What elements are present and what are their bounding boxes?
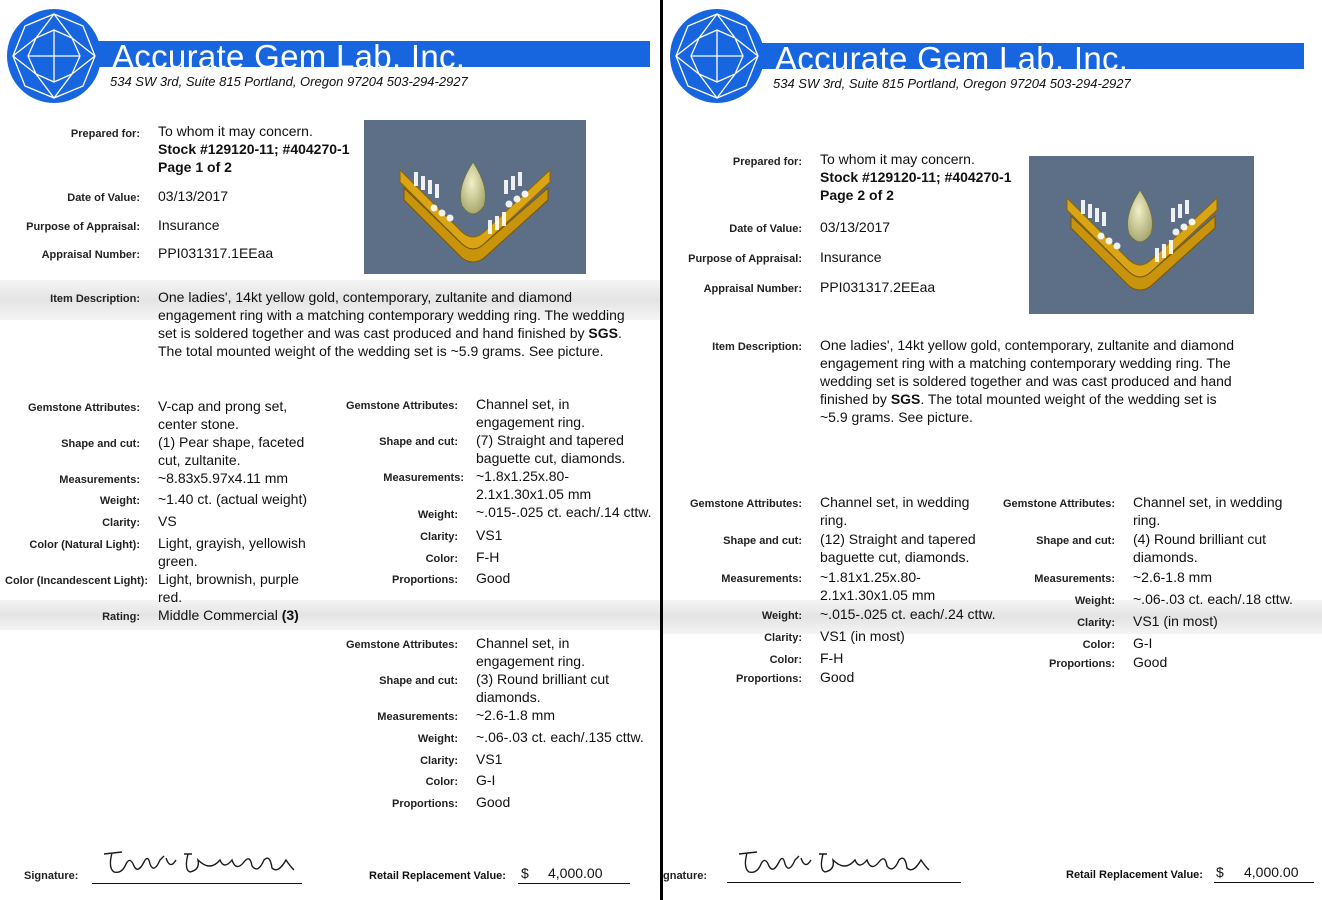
- round-weight: ~.06-.03 ct. each/.135 cttw.: [476, 729, 644, 745]
- proportions-label: Proportions:: [392, 574, 458, 586]
- clarity-label: Clarity:: [1077, 617, 1115, 629]
- center-attributes: V-cap and prong set, center stone.: [158, 398, 288, 432]
- baguette-attributes: Channel set, in wedding ring.: [820, 494, 970, 528]
- prepared-for-value: To whom it may concern.: [820, 151, 975, 167]
- signature-scribble-icon: [735, 846, 935, 882]
- baguette-clarity: VS1: [476, 527, 503, 543]
- signature-label: Signature:: [24, 870, 79, 882]
- round-weight: ~.06-.03 ct. each/.18 cttw.: [1133, 591, 1293, 607]
- center-clarity: VS: [158, 513, 177, 529]
- signature-line: [727, 882, 961, 883]
- weight-label: Weight:: [761, 610, 802, 622]
- retail-value-label: Retail Replacement Value:: [369, 870, 506, 882]
- baguette-color: F-H: [820, 650, 844, 666]
- appraisal-number-label: Appraisal Number:: [41, 249, 140, 261]
- retail-currency: $: [521, 865, 529, 881]
- prepared-for-value: To whom it may concern.: [158, 123, 313, 139]
- date-of-value: 03/13/2017: [820, 219, 891, 235]
- color-label: Color:: [425, 553, 458, 565]
- color-label: Color:: [425, 776, 458, 788]
- lab-name: Accurate Gem Lab, Inc.: [112, 38, 466, 75]
- gem-logo-icon: [4, 6, 104, 106]
- measurements-label: Measurements:: [59, 474, 140, 486]
- color-incandescent-label: Color (Incandescent Light):: [5, 575, 148, 587]
- baguette-proportions: Good: [476, 570, 511, 586]
- baguette-shape: (12) Straight and tapered baguette cut, diamonds.: [820, 531, 976, 565]
- round-shape: (3) Round brilliant cut diamonds.: [476, 671, 610, 705]
- center-weight: ~1.40 ct. (actual weight): [158, 491, 308, 507]
- ring-photo: [364, 120, 586, 274]
- round-attributes: Channel set, in wedding ring.: [1133, 494, 1283, 528]
- gemstone-attributes-label: Gemstone Attributes:: [1002, 498, 1115, 510]
- gem-logo-icon: [667, 6, 767, 106]
- color-label: Color:: [769, 654, 802, 666]
- baguette-weight: ~.015-.025 ct. each/.24 cttw.: [820, 606, 996, 622]
- purpose-label: Purpose of Appraisal:: [688, 253, 802, 265]
- measurements-label: Measurements:: [1034, 573, 1115, 585]
- gemstone-attributes-label: Gemstone Attributes:: [345, 639, 458, 651]
- clarity-label: Clarity:: [764, 632, 802, 644]
- gemstone-attributes-label: Gemstone Attributes:: [27, 402, 140, 414]
- proportions-label: Proportions:: [736, 673, 802, 685]
- weight-label: Weight:: [1074, 595, 1115, 607]
- round-color: G-I: [1133, 635, 1153, 651]
- purpose-value: Insurance: [158, 217, 220, 233]
- appraisal-page-2: [663, 0, 1322, 900]
- center-color-natural: Light, grayish, yellowish green.: [158, 535, 306, 569]
- appraisal-number: PPI031317.2EEaa: [820, 279, 936, 295]
- signature-label: gnature:: [663, 870, 707, 882]
- baguette-measurements: ~1.81x1.25x.80- 2.1x1.30x1.05 mm: [820, 569, 936, 603]
- weight-label: Weight:: [417, 733, 458, 745]
- weight-label: Weight:: [99, 495, 140, 507]
- round-measurements: ~2.6-1.8 mm: [476, 707, 555, 723]
- round-attributes: Channel set, in engagement ring.: [476, 635, 585, 669]
- appraisal-number-label: Appraisal Number:: [703, 283, 802, 295]
- center-rating: Middle Commercial (3): [158, 607, 299, 623]
- baguette-clarity: VS1 (in most): [820, 628, 905, 644]
- page-indicator: Page 1 of 2: [158, 159, 232, 175]
- purpose-value: Insurance: [820, 249, 882, 265]
- stock-number: Stock #129120-11; #404270-1: [158, 141, 350, 157]
- item-description-label: Item Description:: [712, 341, 802, 353]
- item-description: One ladies', 14kt yellow gold, contemporary, zultanite and diamond engagement ring with a matching contemporary wedding ring. The wedding set is soldered together and was cast produced and hand finished by SGS. The total mounted weight of the wedding set is ~5.9 grams. See picture.: [158, 289, 625, 359]
- item-description-label: Item Description:: [50, 293, 140, 305]
- gemstone-attributes-label: Gemstone Attributes:: [689, 498, 802, 510]
- round-proportions: Good: [476, 794, 511, 810]
- baguette-color: F-H: [476, 549, 500, 565]
- retail-value-line: [1214, 882, 1314, 883]
- appraisal-page-1: [0, 0, 660, 900]
- clarity-label: Clarity:: [420, 531, 458, 543]
- round-measurements: ~2.6-1.8 mm: [1133, 569, 1212, 585]
- prepared-for-label: Prepared for:: [70, 128, 140, 140]
- signature-scribble-icon: [100, 846, 300, 882]
- measurements-label: Measurements:: [377, 711, 458, 723]
- clarity-label: Clarity:: [420, 755, 458, 767]
- baguette-proportions: Good: [820, 669, 855, 685]
- date-of-value: 03/13/2017: [158, 188, 229, 204]
- measurements-label: Measurements:: [721, 573, 802, 585]
- color-label: Color:: [1082, 639, 1115, 651]
- round-color: G-I: [476, 772, 496, 788]
- proportions-label: Proportions:: [392, 798, 458, 810]
- center-shape: (1) Pear shape, faceted cut, zultanite.: [158, 434, 305, 468]
- signature-line: [92, 883, 302, 884]
- weight-label: Weight:: [417, 509, 458, 521]
- round-clarity: VS1: [476, 751, 503, 767]
- proportions-label: Proportions:: [1049, 658, 1115, 670]
- retail-value: 4,000.00: [548, 865, 603, 881]
- center-measurements: ~8.83x5.97x4.11 mm: [158, 470, 289, 486]
- center-color-incandescent: Light, brownish, purple red.: [158, 571, 299, 605]
- retail-value: 4,000.00: [1244, 864, 1299, 880]
- item-description: One ladies', 14kt yellow gold, contemporary, zultanite and diamond engagement ring with a matching contemporary wedding ring. The wedding set is soldered together and was cast produced and hand finished by SGS. The total mounted weight of the wedding set is ~5.9 grams. See picture.: [820, 337, 1235, 425]
- shape-cut-label: Shape and cut:: [379, 436, 458, 448]
- page-indicator: Page 2 of 2: [820, 187, 894, 203]
- round-clarity: VS1 (in most): [1133, 613, 1218, 629]
- date-of-value-label: Date of Value:: [729, 223, 802, 235]
- lab-address: 534 SW 3rd, Suite 815 Portland, Oregon 97204 503-294-2927: [773, 76, 1131, 91]
- scan-shadow-band: [0, 600, 660, 630]
- retail-value-label: Retail Replacement Value:: [1066, 869, 1203, 881]
- retail-currency: $: [1216, 864, 1224, 880]
- lab-address: 534 SW 3rd, Suite 815 Portland, Oregon 97204 503-294-2927: [110, 74, 468, 89]
- shape-cut-label: Shape and cut:: [723, 535, 802, 547]
- clarity-label: Clarity:: [102, 517, 140, 529]
- shape-cut-label: Shape and cut:: [61, 438, 140, 450]
- purpose-label: Purpose of Appraisal:: [26, 221, 140, 233]
- baguette-measurements: ~1.8x1.25x.80- 2.1x1.30x1.05 mm: [476, 468, 592, 502]
- rating-label: Rating:: [102, 611, 140, 623]
- appraisal-number: PPI031317.1EEaa: [158, 245, 274, 261]
- round-proportions: Good: [1133, 654, 1168, 670]
- round-shape: (4) Round brilliant cut diamonds.: [1133, 531, 1267, 565]
- baguette-weight: ~.015-.025 ct. each/.14 cttw.: [476, 504, 652, 520]
- shape-cut-label: Shape and cut:: [1036, 535, 1115, 547]
- baguette-shape: (7) Straight and tapered baguette cut, diamonds.: [476, 432, 626, 466]
- ring-photo: [1029, 156, 1254, 314]
- lab-name: Accurate Gem Lab, Inc.: [775, 40, 1129, 77]
- shape-cut-label: Shape and cut:: [379, 675, 458, 687]
- prepared-for-label: Prepared for:: [732, 156, 802, 168]
- stock-number: Stock #129120-11; #404270-1: [820, 169, 1012, 185]
- retail-value-line: [518, 883, 630, 884]
- measurements-label: Measurements:: [383, 472, 464, 484]
- date-of-value-label: Date of Value:: [67, 192, 140, 204]
- baguette-attributes: Channel set, in engagement ring.: [476, 396, 585, 430]
- color-natural-label: Color (Natural Light):: [29, 539, 140, 551]
- gemstone-attributes-label: Gemstone Attributes:: [345, 400, 458, 412]
